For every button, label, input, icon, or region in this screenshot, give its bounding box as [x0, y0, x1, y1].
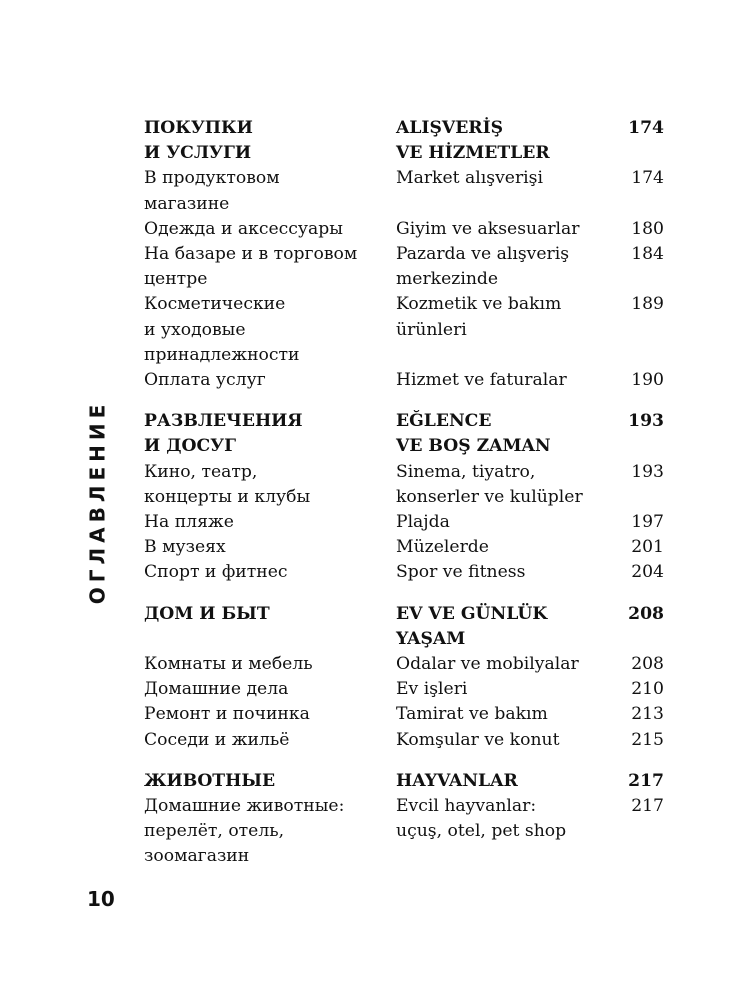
entry-ru: Комнаты и мебель: [144, 654, 313, 675]
entry-ru: Одежда и аксессуары: [144, 218, 343, 239]
toc-entry[interactable]: [144, 560, 664, 585]
entry-tr: Odalar ve mobilyalar: [396, 654, 579, 675]
entry-page: 204: [631, 562, 664, 583]
toc-section-animals: [144, 769, 664, 870]
entry-page: 215: [631, 729, 664, 750]
entry-ru: Домашние дела: [144, 679, 289, 700]
heading-ru: ЖИВОТНЫЕ: [144, 770, 276, 791]
toc-entry[interactable]: [144, 677, 664, 702]
toc-entry[interactable]: [144, 794, 664, 870]
toc-section-shopping: [144, 116, 664, 393]
toc-entry[interactable]: [144, 242, 664, 292]
toc-entry[interactable]: [144, 535, 664, 560]
toc-section-heading[interactable]: [144, 116, 664, 166]
entry-tr: Tamirat ve bakım: [396, 704, 548, 725]
entry-page: 193: [631, 461, 664, 482]
heading-page: 174: [628, 118, 664, 138]
toc-entry[interactable]: [144, 292, 664, 368]
toc-entry[interactable]: [144, 510, 664, 535]
entry-tr: Plajda: [396, 512, 450, 533]
entry-page: 217: [631, 796, 664, 817]
toc-entry[interactable]: [144, 166, 664, 216]
side-title-text: ОГЛАВЛЕНИЕ: [85, 399, 109, 605]
entry-tr: Pazarda ve alışveriş merkezinde: [396, 244, 570, 290]
entry-tr: Müzelerde: [396, 537, 489, 558]
toc-section-home: [144, 602, 664, 753]
entry-ru: В музеях: [144, 537, 226, 558]
entry-page: 197: [631, 512, 664, 533]
toc-entry[interactable]: [144, 217, 664, 242]
table-of-contents: [144, 116, 664, 886]
side-title: [85, 399, 109, 605]
toc-entry[interactable]: [144, 702, 664, 727]
entry-page: 208: [631, 654, 664, 675]
entry-tr: Kozmetik ve bakım ürünleri: [396, 294, 562, 340]
entry-tr: Komşular ve konut: [396, 729, 560, 750]
entry-page: 210: [631, 679, 664, 700]
heading-ru: ДОМ И БЫТ: [144, 603, 270, 624]
entry-page: 190: [631, 370, 664, 391]
entry-ru: Оплата услуг: [144, 370, 266, 391]
toc-section-heading[interactable]: [144, 409, 664, 459]
heading-tr: EV VE GÜNLÜK YAŞAM: [396, 603, 548, 649]
entry-tr: Market alışverişi: [396, 168, 543, 189]
heading-page: 193: [628, 411, 664, 432]
heading-tr: HAYVANLAR: [396, 770, 518, 791]
toc-entry[interactable]: [144, 368, 664, 393]
entry-tr: Sinema, tiyatro, konserler ve kulüpler: [396, 461, 583, 507]
entry-page: 174: [631, 168, 664, 189]
entry-page: 184: [631, 244, 664, 265]
entry-ru: На пляже: [144, 512, 234, 533]
entry-ru: Косметические и уходовые принадлежности: [144, 294, 300, 365]
heading-page: 217: [628, 770, 664, 791]
toc-entry[interactable]: [144, 652, 664, 677]
heading-page: 208: [628, 603, 664, 624]
entry-ru: Соседи и жильё: [144, 729, 290, 750]
entry-page: 213: [631, 704, 664, 725]
heading-tr: EĞLENCE VE BOŞ ZAMAN: [396, 411, 551, 457]
entry-page: 189: [631, 294, 664, 315]
entry-tr: Hizmet ve faturalar: [396, 370, 567, 391]
toc-section-heading[interactable]: [144, 602, 664, 652]
heading-ru: ПОКУПКИ И УСЛУГИ: [144, 118, 253, 164]
entry-page: 201: [631, 537, 664, 558]
toc-section-heading[interactable]: [144, 769, 664, 794]
toc-entry[interactable]: [144, 728, 664, 753]
entry-ru: В продуктовом магазине: [144, 168, 280, 214]
entry-ru: Домашние животные: перелёт, отель, зоомагазин: [144, 796, 345, 867]
entry-tr: Spor ve fitness: [396, 562, 526, 583]
entry-ru: Кино, театр, концерты и клубы: [144, 461, 311, 507]
heading-ru: РАЗВЛЕЧЕНИЯ И ДОСУГ: [144, 411, 303, 457]
toc-section-entertainment: [144, 409, 664, 585]
toc-entry[interactable]: [144, 460, 664, 510]
entry-tr: Giyim ve aksesuarlar: [396, 218, 580, 239]
heading-tr: ALIŞVERİŞ VE HİZMETLER: [396, 118, 550, 164]
entry-tr: Ev işleri: [396, 679, 468, 700]
entry-ru: Ремонт и починка: [144, 704, 310, 725]
entry-tr: Evcil hayvanlar: uçuş, otel, pet shop: [396, 796, 567, 842]
entry-page: 180: [631, 218, 664, 239]
entry-ru: Спорт и фитнес: [144, 562, 288, 583]
entry-ru: На базаре и в торговом центре: [144, 244, 358, 290]
page-number: 10: [87, 887, 115, 911]
